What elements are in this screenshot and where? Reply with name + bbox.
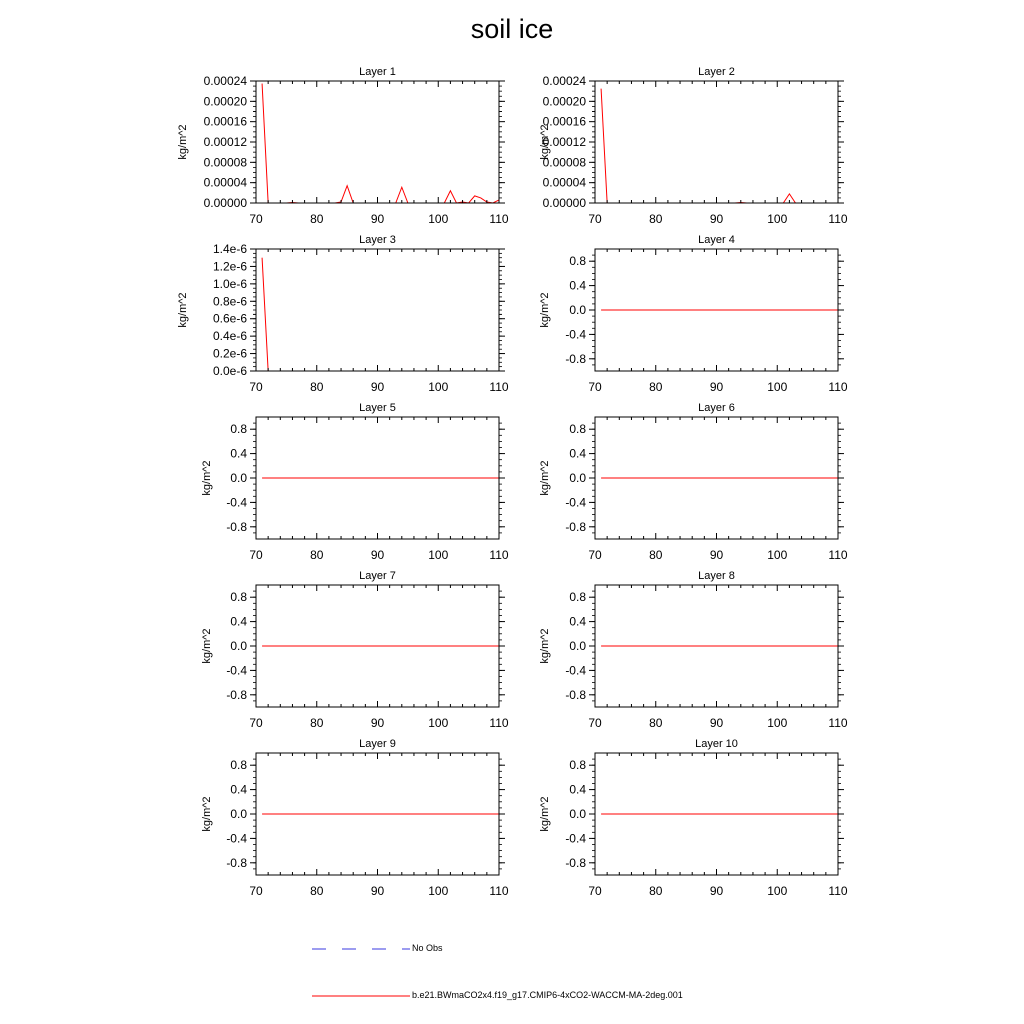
layer-2-xtick-label: 100 bbox=[767, 212, 788, 226]
layer-9-chart bbox=[201, 738, 509, 898]
layer-2-series-line bbox=[601, 89, 838, 203]
layer-4-ylabel: kg/m^2 bbox=[539, 292, 551, 328]
layer-1-ytick-label: 0.00012 bbox=[203, 135, 247, 149]
layer-8-ytick-label: 0.4 bbox=[569, 614, 586, 629]
layer-10-xtick-label: 90 bbox=[709, 884, 724, 898]
layer-6-title: Layer 6 bbox=[698, 402, 735, 414]
layer-5-title: Layer 5 bbox=[359, 402, 396, 414]
layer-9-xtick-label: 110 bbox=[489, 884, 509, 898]
layer-3-ytick-label: 0.4e-6 bbox=[212, 329, 247, 344]
layer-10-ytick-label: -0.4 bbox=[565, 831, 586, 846]
layer-3-xtick-label: 80 bbox=[310, 380, 324, 394]
layer-2-ytick-label: 0.00000 bbox=[542, 196, 586, 210]
layer-10-ytick-label: 0.4 bbox=[569, 782, 586, 797]
layer-1-ytick-label: 0.00024 bbox=[203, 74, 247, 88]
layer-1-chart bbox=[177, 66, 509, 226]
layer-8-ylabel: kg/m^2 bbox=[539, 628, 551, 664]
layer-3-title: Layer 3 bbox=[359, 234, 396, 246]
layer-5-ytick-label: 0.4 bbox=[230, 446, 247, 461]
layer-2-ytick-label: 0.00016 bbox=[542, 114, 586, 129]
layer-1-ylabel: kg/m^2 bbox=[177, 124, 189, 160]
layer-10-chart bbox=[539, 738, 848, 898]
layer-6-xtick-label: 90 bbox=[709, 548, 724, 562]
layer-3-series-line bbox=[262, 258, 499, 371]
layer-10-title: Layer 10 bbox=[695, 738, 738, 750]
layer-3-xtick-label: 100 bbox=[428, 380, 449, 394]
layer-9-ytick-label: 0.0 bbox=[230, 807, 247, 821]
layer-4-ytick-label: 0.0 bbox=[569, 303, 586, 317]
layer-1-xtick-label: 90 bbox=[370, 212, 385, 226]
layer-6-chart bbox=[539, 402, 848, 562]
layer-4-xtick-label: 90 bbox=[709, 380, 724, 394]
layer-6-xtick-label: 110 bbox=[828, 548, 848, 562]
legend-model-label: b.e21.BWmaCO2x4.f19_g17.CMIP6-4xCO2-WACCM-MA-2deg.001 bbox=[412, 990, 683, 1000]
layer-10-ytick-label: 0.8 bbox=[569, 758, 586, 773]
layer-4-ytick-label: -0.8 bbox=[565, 351, 586, 366]
layer-7-ylabel: kg/m^2 bbox=[201, 628, 213, 664]
layer-3-chart bbox=[177, 234, 509, 394]
layer-7-xtick-label: 100 bbox=[428, 716, 449, 730]
layer-5-chart bbox=[201, 402, 509, 562]
layer-5-ytick-label: -0.8 bbox=[226, 519, 247, 534]
layer-9-ytick-label: -0.4 bbox=[226, 831, 247, 846]
layer-5-xtick-label: 100 bbox=[428, 548, 449, 562]
layer-7-ytick-label: 0.8 bbox=[230, 590, 247, 605]
layer-7-title: Layer 7 bbox=[359, 570, 396, 582]
layer-10-ytick-label: 0.0 bbox=[569, 807, 586, 821]
layer-6-xtick-label: 100 bbox=[767, 548, 788, 562]
layer-8-ytick-label: 0.8 bbox=[569, 590, 586, 605]
layer-10-xtick-label: 100 bbox=[767, 884, 788, 898]
layer-10-xtick-label: 110 bbox=[828, 884, 848, 898]
layer-5-ytick-label: 0.0 bbox=[230, 471, 247, 485]
layer-9-ytick-label: 0.8 bbox=[230, 758, 247, 773]
layer-6-ylabel: kg/m^2 bbox=[539, 460, 551, 496]
layer-2-ytick-label: 0.00008 bbox=[542, 155, 586, 170]
layer-6-ytick-label: -0.4 bbox=[565, 495, 586, 510]
layer-1-xtick-label: 80 bbox=[310, 212, 324, 226]
layer-9-xtick-label: 80 bbox=[310, 884, 324, 898]
layer-10-ylabel: kg/m^2 bbox=[539, 796, 551, 832]
layer-2-xtick-label: 90 bbox=[709, 212, 724, 226]
layer-6-ytick-label: 0.4 bbox=[569, 446, 586, 461]
layer-2-ylabel: kg/m^2 bbox=[539, 124, 551, 160]
layer-5-xtick-label: 80 bbox=[310, 548, 324, 562]
layer-4-xtick-label: 110 bbox=[828, 380, 848, 394]
layer-8-xtick-label: 80 bbox=[649, 716, 663, 730]
layer-8-chart bbox=[539, 570, 848, 730]
layer-8-ytick-label: -0.4 bbox=[565, 663, 586, 678]
layer-8-xtick-label: 70 bbox=[588, 716, 602, 730]
layer-8-ytick-label: 0.0 bbox=[569, 639, 586, 653]
layer-1-ytick-label: 0.00020 bbox=[203, 94, 247, 109]
layer-4-ytick-label: 0.8 bbox=[569, 254, 586, 269]
layer-1-xtick-label: 70 bbox=[249, 212, 263, 226]
layer-7-ytick-label: 0.0 bbox=[230, 639, 247, 653]
layer-3-ytick-label: 0.8e-6 bbox=[212, 294, 247, 309]
layer-7-xtick-label: 90 bbox=[370, 716, 385, 730]
layer-3-ytick-label: 0.0e-6 bbox=[212, 364, 247, 378]
layer-2-plot-frame bbox=[595, 81, 838, 203]
layer-1-ytick-label: 0.00000 bbox=[203, 196, 247, 210]
layer-2-ytick-label: 0.00012 bbox=[542, 135, 586, 149]
layer-3-ytick-label: 1.0e-6 bbox=[212, 276, 247, 291]
layer-4-ytick-label: -0.4 bbox=[565, 327, 586, 342]
layer-10-xtick-label: 70 bbox=[588, 884, 602, 898]
layer-3-ytick-label: 0.6e-6 bbox=[212, 311, 247, 326]
layer-7-xtick-label: 110 bbox=[489, 716, 509, 730]
layer-2-chart bbox=[539, 66, 848, 226]
layer-1-xtick-label: 100 bbox=[428, 212, 449, 226]
layer-4-xtick-label: 70 bbox=[588, 380, 602, 394]
layer-8-title: Layer 8 bbox=[698, 570, 735, 582]
layer-5-ytick-label: 0.8 bbox=[230, 422, 247, 437]
layer-3-ytick-label: 1.4e-6 bbox=[212, 242, 247, 256]
layer-3-ytick-label: 1.2e-6 bbox=[212, 259, 247, 274]
layer-9-ytick-label: 0.4 bbox=[230, 782, 247, 797]
layer-1-xtick-label: 110 bbox=[489, 212, 509, 226]
layer-1-title: Layer 1 bbox=[359, 66, 396, 78]
layer-7-xtick-label: 80 bbox=[310, 716, 324, 730]
layer-9-xtick-label: 100 bbox=[428, 884, 449, 898]
layer-6-ytick-label: 0.8 bbox=[569, 422, 586, 437]
layer-4-ytick-label: 0.4 bbox=[569, 278, 586, 293]
layer-7-xtick-label: 70 bbox=[249, 716, 263, 730]
layer-5-ytick-label: -0.4 bbox=[226, 495, 247, 510]
layer-8-xtick-label: 110 bbox=[828, 716, 848, 730]
layer-6-ytick-label: 0.0 bbox=[569, 471, 586, 485]
layer-5-ylabel: kg/m^2 bbox=[201, 460, 213, 496]
layer-6-xtick-label: 80 bbox=[649, 548, 663, 562]
layer-8-ytick-label: -0.8 bbox=[565, 687, 586, 702]
layer-2-xtick-label: 70 bbox=[588, 212, 602, 226]
layer-3-ytick-label: 0.2e-6 bbox=[212, 346, 247, 361]
layer-1-series-line bbox=[262, 84, 499, 203]
legend-obs-label: No Obs bbox=[412, 943, 443, 953]
layer-7-ytick-label: -0.4 bbox=[226, 663, 247, 678]
layer-7-ytick-label: 0.4 bbox=[230, 614, 247, 629]
layer-2-xtick-label: 110 bbox=[828, 212, 848, 226]
layer-2-title: Layer 2 bbox=[698, 66, 735, 78]
layer-10-xtick-label: 80 bbox=[649, 884, 663, 898]
layer-1-ytick-label: 0.00016 bbox=[203, 114, 247, 129]
layer-7-ytick-label: -0.8 bbox=[226, 687, 247, 702]
layer-2-ytick-label: 0.00020 bbox=[542, 94, 586, 109]
layer-3-xtick-label: 90 bbox=[370, 380, 385, 394]
page-title: soil ice bbox=[470, 14, 554, 44]
layer-1-ytick-label: 0.00004 bbox=[203, 175, 247, 190]
layer-8-xtick-label: 90 bbox=[709, 716, 724, 730]
layer-7-chart bbox=[201, 570, 509, 730]
layer-10-ytick-label: -0.8 bbox=[565, 855, 586, 870]
layer-4-xtick-label: 80 bbox=[649, 380, 663, 394]
layer-9-ylabel: kg/m^2 bbox=[201, 796, 213, 832]
layer-3-xtick-label: 70 bbox=[249, 380, 263, 394]
layer-9-xtick-label: 70 bbox=[249, 884, 263, 898]
layer-3-xtick-label: 110 bbox=[489, 380, 509, 394]
layer-4-title: Layer 4 bbox=[698, 234, 735, 246]
layer-3-ylabel: kg/m^2 bbox=[177, 292, 189, 328]
layer-6-ytick-label: -0.8 bbox=[565, 519, 586, 534]
layer-6-xtick-label: 70 bbox=[588, 548, 602, 562]
layer-9-ytick-label: -0.8 bbox=[226, 855, 247, 870]
layer-2-ytick-label: 0.00004 bbox=[542, 175, 586, 190]
layer-5-xtick-label: 70 bbox=[249, 548, 263, 562]
layer-9-title: Layer 9 bbox=[359, 738, 396, 750]
layer-2-xtick-label: 80 bbox=[649, 212, 663, 226]
layer-3-plot-frame bbox=[256, 249, 499, 371]
layer-9-xtick-label: 90 bbox=[370, 884, 385, 898]
layer-4-chart bbox=[539, 234, 848, 394]
layer-2-ytick-label: 0.00024 bbox=[542, 74, 586, 88]
layer-8-xtick-label: 100 bbox=[767, 716, 788, 730]
layer-1-ytick-label: 0.00008 bbox=[203, 155, 247, 170]
layer-1-plot-frame bbox=[256, 81, 499, 203]
layer-5-xtick-label: 90 bbox=[370, 548, 385, 562]
layer-5-xtick-label: 110 bbox=[489, 548, 509, 562]
layer-4-xtick-label: 100 bbox=[767, 380, 788, 394]
